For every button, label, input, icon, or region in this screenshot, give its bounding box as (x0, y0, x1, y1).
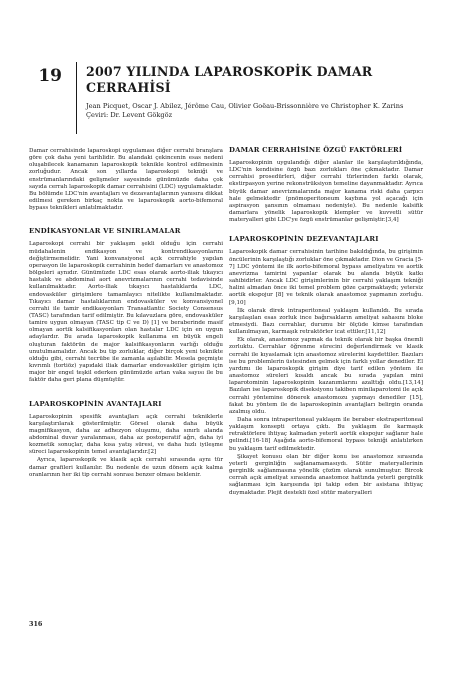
body-paragraph: Laparoskopik damar cerrahisinin tarihine bakıldığında, bu girişimin öncülerinin karşılaştığı zorluklar öne çıkmaktadır. Dion ve Gracia [5-7] LDC yöntemi ile ilk aorto-bifemoral bypass ameliyatını ve aortik anevrizma tamirini yapanlar olarak bu alanda büyük katkı sahibidirler. Ancak LDC girişimlerinin bir cerrahi yaklaşım tekniği halini almadan önce iki temel problem göze çarpmaktaydı; yetersiz aortik ekspojur [8] ve teknik olarak anastomoz yapmanın zorluğu.[9,10] (229, 249, 423, 306)
section-heading-advantages: LAPAROSKOPİNİN AVANTAJLARI (29, 399, 162, 408)
intro-paragraph: Damar cerrahisinde laparoskopi uygulaması diğer cerrahi branşlara göre çok daha yeni tarihlidir. Bu alandaki çekincenin esas nedeni oluşabilecek kanamanın laparoskopik teknikle kontrol edilmesinin zorluğudur. Ancak son yıllarda laparoskopi tekniği ve enstrümanlarındaki gelişmeler sayesinde günümüzde daha çok sayıda cerrah laparoskopik damar cerrahisini (LDC) uygulamaktadır. Bu bölümde LDC'nin avantajları ve dezavantajlarının yanısıra dikkat edilmesi gereken birkaç nokta ve laparoskopik aorto-bifemoral bypass teknikleri anlatılmaktadır. (29, 148, 223, 212)
section-heading-indications: ENDİKASYONLAR VE SINIRLAMALAR (29, 227, 181, 236)
body-paragraph: Laparoskopi cerrahi bir yaklaşım şekli olduğu için cerrahi müdahalenin endikasyon ve kontrendikasyonlarını değiştirmemelidir. Yani konvansiyonel açık cerrahiyle yapılan operasyon ile laparoskopik cerrahinin hedef damarları ve anastomoz bölgeleri aynıdır. Günümüzde LDC esas olarak aorto-iliak tıkayıcı hastalık ve abdominal aort anevrizmalarının cerrahi tedavisinde kullanılmaktadır. Aorto-iliak tıkayıcı hastalıklarda LDC, endovasküler girişimlere tamamlayıcı nitelikte kullanılmaktadır. Tıkayıcı damar hastalıklarının endovasküler ve konvansiyonel cerrahi ile tamir endikasyonları Transatlantic Society Consensus (TASC) tarafından tarif edilmiştir. Bu kılavuzlara göre, endovasküler tamire uygun olmayan (TASC tip C ve D) [1] ve beraberinde masif olmayan aortik kalsifikasyonları olan hastalar LDC için en uygun adaylardır. Bu arada laparoskopik kullanıma en büyük engeli oluşturan faktörün de major kalsifikasyonların varlığı olduğu unutulmamalıdır. Ancak bu tip zorluklar, diğer birçok yeni teknikte olduğu gibi, cerrahi tecrübe ile zamanla aşılabilir. Mesela geçmişte kıvrımlı (tortiöz) yapıdaki iliak damarlar endovasküler girişim için major bir engel teşkil ederken günümüzde artan vaka sayısı ile bu faktör daha geri plana düşmüştür. (29, 241, 223, 384)
right-column (229, 146, 423, 498)
chapter-number: 19 (38, 66, 62, 86)
body-paragraph: Ayrıca, laparoskopik ve klasik açık cerrahi sırasında aynı tür damar grafileri kullanılır. Bu nedenle de uzun dönem açık kalma oranlarının her iki tip cerrahi sonrası benzer olması beklenir. (29, 457, 223, 478)
header-divider (76, 62, 77, 134)
translator-credit: Çeviri: Dr. Levent Gökgöz (86, 111, 173, 119)
section-heading-specific-factors: DAMAR CERRAHİSİNE ÖZGÜ FAKTÖRLERİ (229, 146, 403, 154)
author-list: Jean Picquet, Oscar J. Abilez, Jérôme Cau, Olivier Goëau-Brissonnière ve Christopher K. Zarins (86, 102, 404, 110)
page-number: 316 (29, 620, 43, 628)
chapter-title: 2007 YILINDA LAPAROSKOPİK DAMAR CERRAHİSİ (86, 64, 373, 95)
chapter-header (86, 64, 426, 120)
body-paragraph: İlk olarak direk intraperitoneal yaklaşım kullanıldı. Bu sırada karşılaşılan esas zorluk ince bağırsakların ameliyat sahasını bloke etmesiydi. Bazı cerrahlar, durumu bir ölçüde kimse tarafından kullanılmayan, karmaşık retraktörler icat ettiler.[11,12] (229, 307, 423, 336)
body-paragraph: Laparoskopinin spesifik avantajları açık cerrahi tekniklerle karşılaştırılarak gösterilmiştir. Görsel olarak daha büyük magnifikasyon, daha az adhezyon oluşumu, daha sınırlı alanda abdominal duvar yaralanması, daha az postoperatif ağrı, daha iyi kozmetik sonuçlar, daha kısa yatış süresi, ve daha hızlı iyileşme süreci laparoskopinin temel avantajlarıdır.[2] (29, 413, 223, 456)
body-paragraph: Daha sonra intraperitoneal yaklaşım ile beraber ekstraperitoneal yaklaşım konsepti ortaya çıktı. Bu yaklaşım ile karmaşık retraktörlere ihtiyaç kalmadan yeterli aortik ekspojur sağlanır hale gelindi.[16-18] Aşağıda aorto-bifemoral bypass tekniği anlatılırken bu yaklaşım tarif edilmektedir. (229, 417, 423, 452)
body-paragraph: Ek olarak, anastomoz yapmak da teknik olarak bir başka önemli zorluktu. Cerrahlar öğrenme sürecini değerlendirmek ve klasik cerrahi ile kıyaslamak için anastomoz sürelerini kaydettiler. Bazıları ise bu problemlerin üstesinden gelmek için farklı yollar denediler. El yardımı ile laparoskopik girişim diye tarif edilen yöntem ile anastomoz süreleri kısaldı ancak bu sırada yapılan mini laparotominin laparoskopinin kazanımlarını azalttığı oldu.[13,14] Bazıları ise laparoskopik diseksiyonu takiben minilaparotomi ile açık cerrahi yöntemine dönerek anastomozu yapmayı denediler [15], fakat bu yöntem ile de laparoskopinin avantajları belirgin oranda azalmış oldu. (229, 337, 423, 415)
body-paragraph: Laparoskopinin uygulandığı diğer alanlar ile karşılaştırıldığında, LDC'nin kendisine özgü bazı zorlukları öne çıkmaktadır. Damar cerrahisi prosedürleri, diğer cerrahi türlerinden farklı olarak, ekstirpasyon yerine rekonstrüksiyon temeline dayanmaktadır. Ayrıca büyük damar anevrizmalarında major kanama riski daha çarpıcı hale gelmektedir (pnömoperitoneum kaybına yol açacağı için aspirasyon şansının olmaması nedeniyle). Bu nedenle kalsifik damarlara yönelik laparoskopik klempler ve kuvvetli sütür materyalleri gibi LDC'ye özgü enstrümanlar gelişmiştir.[3,4] (229, 160, 423, 224)
section-heading-disadvantages: LAPAROSKOPİNİN DEZEVANTAJLARI (229, 235, 379, 244)
left-column (29, 148, 223, 480)
body-paragraph: Şikayet konusu olan bir diğer konu ise anastomoz sırasında yeterli gerginliğin sağlanamamasıydı. Sütür materyallerinin gerginlik sağlanmasına yönelik çözüm olarak sunulmuştur. Bircok cerrah açık ameliyat sırasında anastomoz hattında yeterli gerginlik sağlanması için karşısında ipi takip eden bir asistana ihtiyaç duymaktadır. Plejit destekli özel sütür materyalleri (229, 453, 423, 496)
